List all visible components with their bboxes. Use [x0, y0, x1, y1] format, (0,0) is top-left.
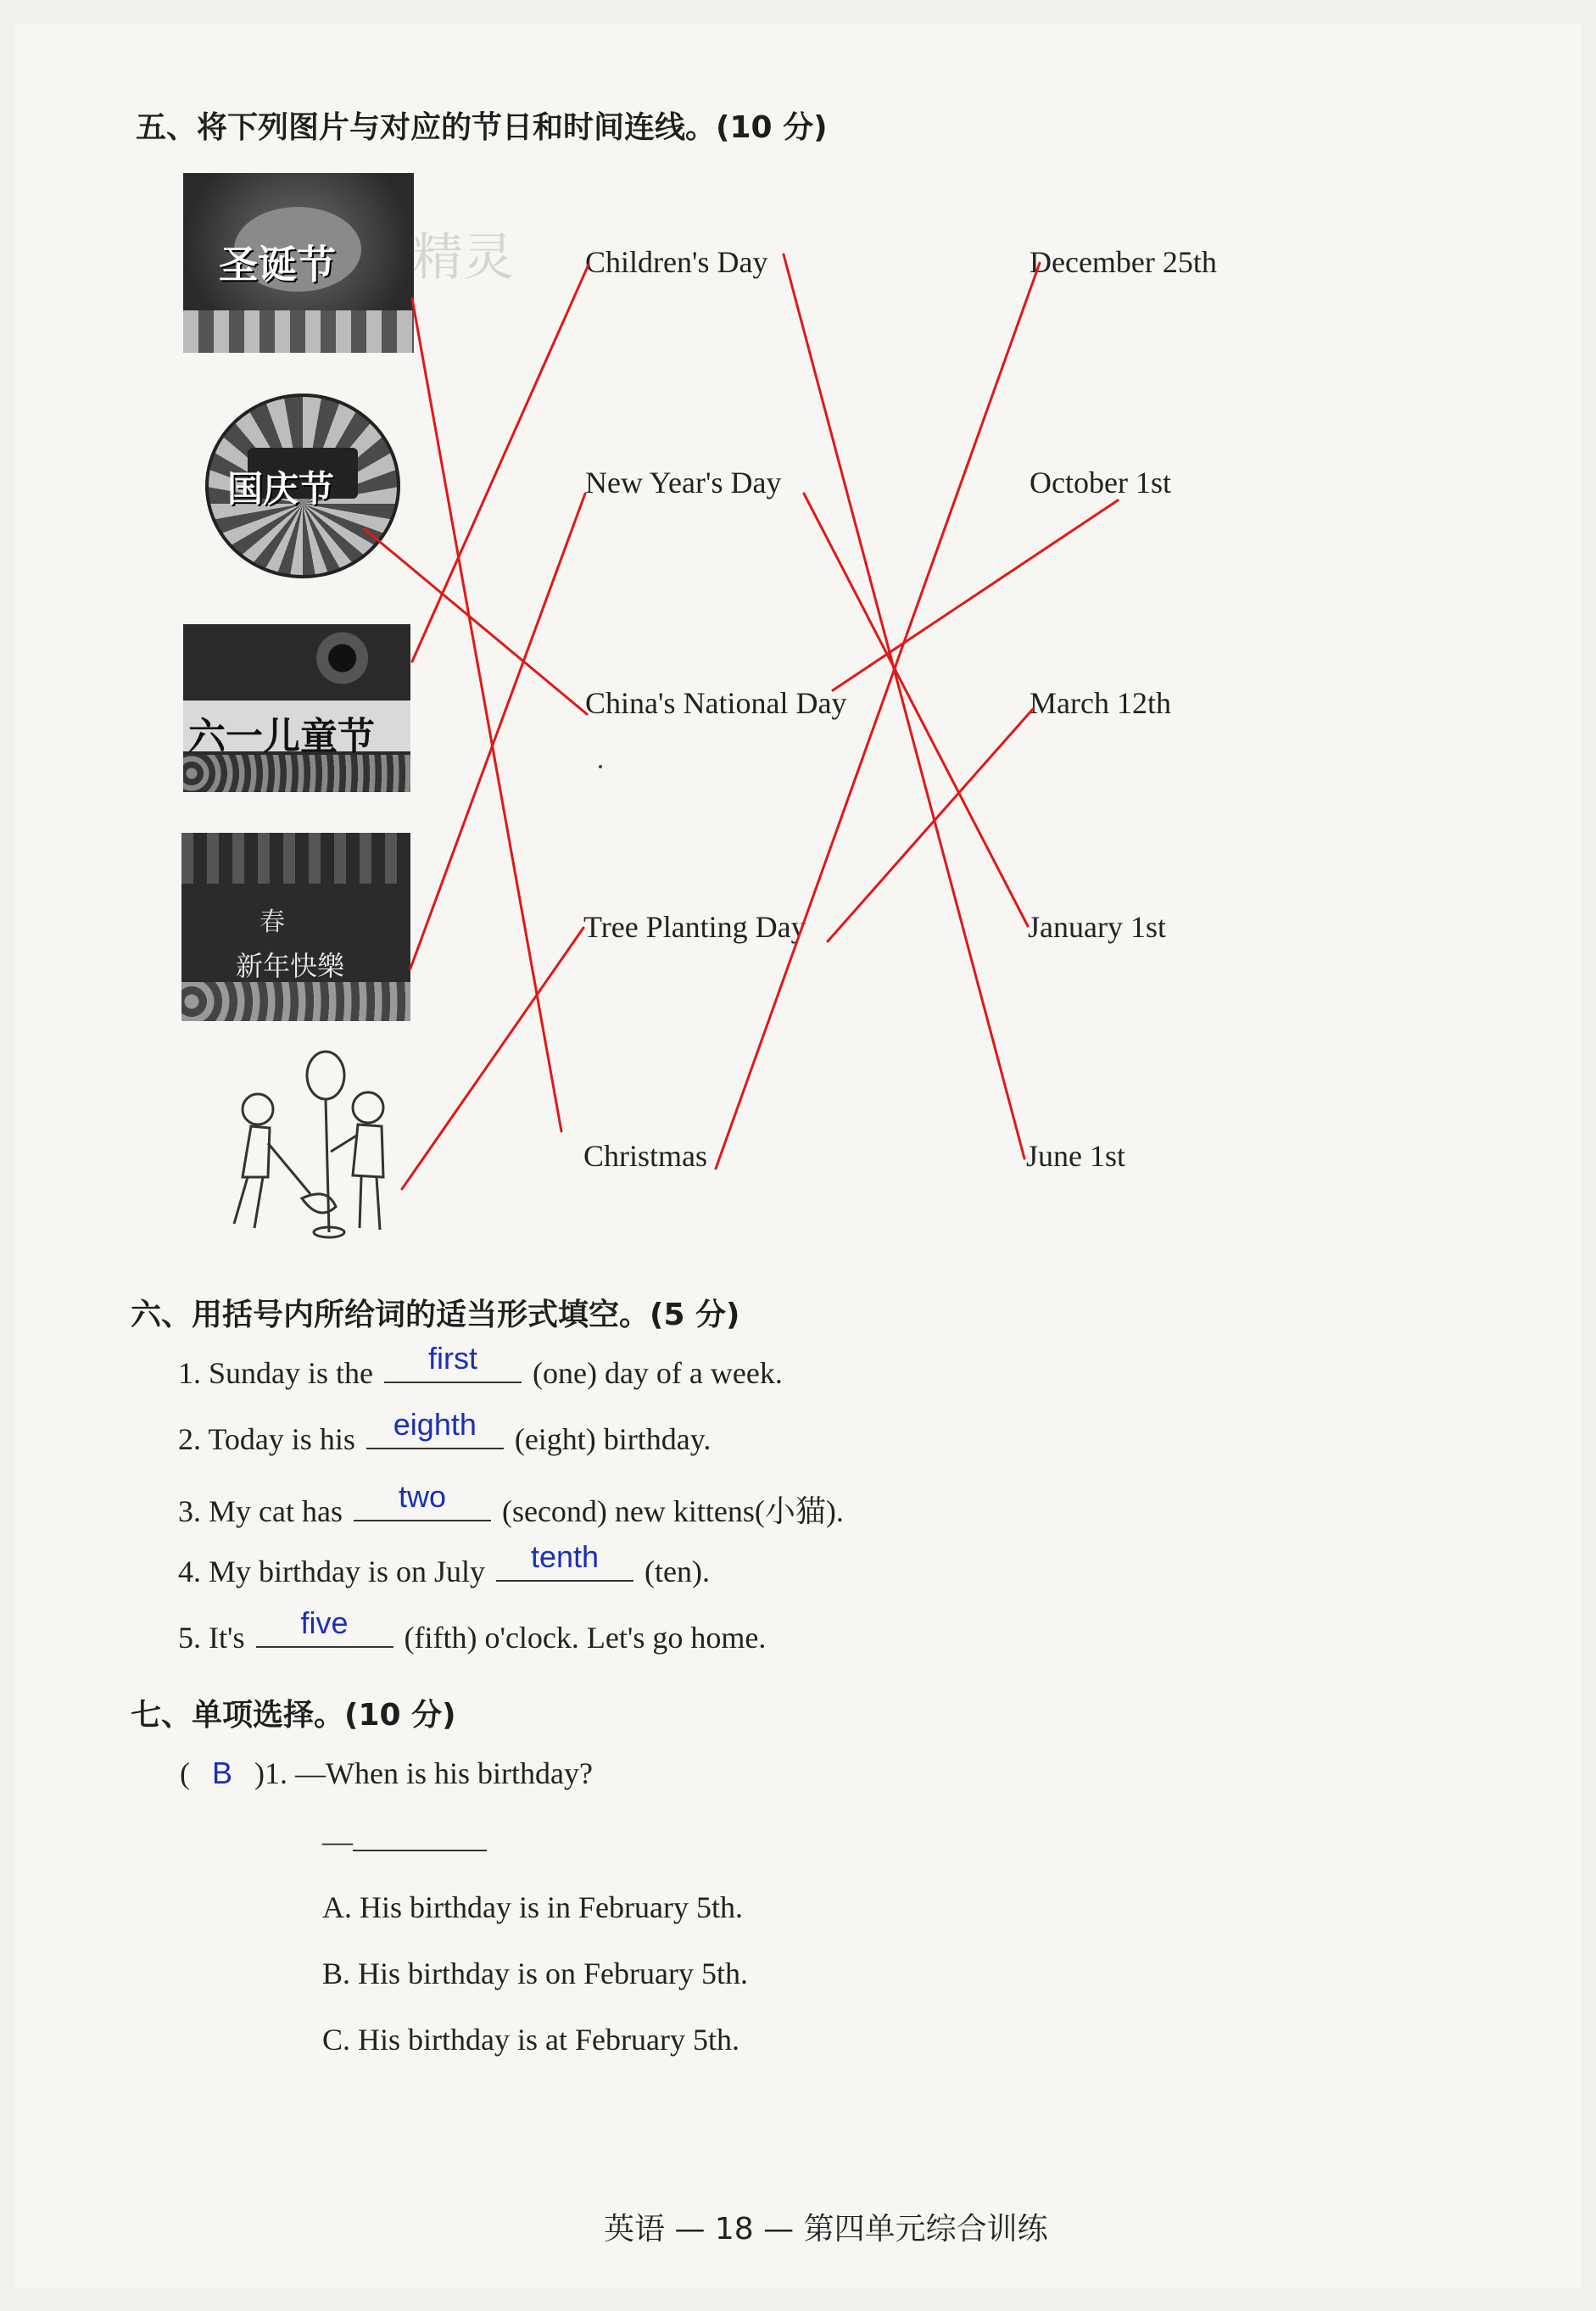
item-3-answer: two [398, 1479, 446, 1514]
date-october-1st: October 1st [1030, 466, 1171, 500]
christmas-picture-text: 圣诞节 [219, 242, 336, 287]
match-line-childrens-day-picture [412, 265, 589, 661]
match-line-national-day-picture [365, 529, 587, 714]
item-3-post: (second) new kittens(小猫). [501, 1494, 844, 1528]
item-2-post: (eight) birthday. [514, 1422, 712, 1456]
festival-childrens-day: Children's Day [585, 245, 768, 279]
date-june-1st: June 1st [1026, 1139, 1125, 1173]
match-line-tree-planting-picture [402, 928, 583, 1189]
q1-option-c[interactable]: C. His birthday is at February 5th. [322, 2023, 739, 2057]
item-3-blank[interactable] [354, 1479, 491, 1521]
fill-blank-item-4 [178, 1539, 710, 1589]
item-1-post: (one) day of a week. [533, 1356, 783, 1390]
date-december-25th: December 25th [1030, 245, 1217, 279]
festival-national-day: China's National Day [585, 686, 847, 720]
new-year-picture-top-text: 春 [259, 907, 285, 937]
q1-stem: )1. —When is his birthday? [254, 1756, 593, 1790]
national-day-picture-text: 国庆节 [227, 468, 335, 510]
choice-question-1 [180, 1756, 593, 1791]
item-4-pre: 4. My birthday is on July [178, 1555, 486, 1588]
item-4-post: (ten). [645, 1555, 710, 1588]
new-year-picture-text: 新年快樂 [236, 950, 345, 982]
fill-blank-item-5 [178, 1605, 767, 1655]
q1-dash: — [322, 1824, 353, 1858]
page-footer: 英语 — 18 — 第四单元综合训练 [604, 2212, 1048, 2247]
match-line-christmas-picture [412, 299, 561, 1131]
item-1-answer: first [428, 1341, 477, 1376]
match-line-new-year-to-january [804, 494, 1028, 926]
item-1-blank[interactable] [384, 1341, 522, 1383]
section5-heading: 五、将下列图片与对应的节日和时间连线。(10 分) [136, 110, 828, 145]
item-4-blank[interactable] [496, 1539, 633, 1582]
fill-blank-item-3 [178, 1479, 844, 1531]
match-line-new-year-picture [410, 494, 585, 968]
festival-christmas: Christmas [583, 1139, 708, 1173]
item-5-blank[interactable] [256, 1605, 393, 1648]
match-line-tree-planting-to-march [828, 709, 1033, 941]
item-5-post: (fifth) o'clock. Let's go home. [404, 1621, 767, 1655]
item-3-pre: 3. My cat has [178, 1494, 343, 1528]
q1-answer[interactable]: B [211, 1756, 232, 1790]
item-5-pre: 5. It's [178, 1621, 245, 1655]
fill-blank-item-1 [178, 1341, 783, 1391]
item-1-pre: 1. Sunday is the [178, 1356, 373, 1390]
section6-heading: 六、用括号内所给词的适当形式填空。(5 分) [131, 1298, 740, 1332]
item-4-answer: tenth [530, 1539, 600, 1574]
section7-heading: 七、单项选择。(10 分) [131, 1698, 456, 1733]
q1-blank[interactable] [353, 1824, 487, 1851]
q1-option-a[interactable]: A. His birthday is in February 5th. [322, 1890, 743, 1924]
festival-tree-planting-day: Tree Planting Day [583, 910, 806, 944]
festival-new-years-day: New Year's Day [585, 466, 782, 500]
fill-blank-item-2 [178, 1407, 712, 1457]
q1-answer-line [322, 1823, 487, 1859]
item-2-pre: 2. Today is his [178, 1422, 355, 1456]
q1-open-paren: ( [180, 1756, 190, 1790]
match-line-childrens-day-to-june [784, 254, 1024, 1158]
date-january-1st: January 1st [1028, 910, 1166, 944]
childrens-day-picture-text: 六一儿童节 [188, 715, 375, 758]
q1-option-b[interactable]: B. His birthday is on February 5th. [322, 1957, 748, 1990]
item-2-answer: eighth [393, 1407, 477, 1442]
item-2-blank[interactable] [366, 1407, 504, 1449]
watermark: 精灵 [412, 228, 514, 287]
date-march-12th: March 12th [1030, 686, 1171, 720]
item-5-answer: five [300, 1605, 349, 1640]
